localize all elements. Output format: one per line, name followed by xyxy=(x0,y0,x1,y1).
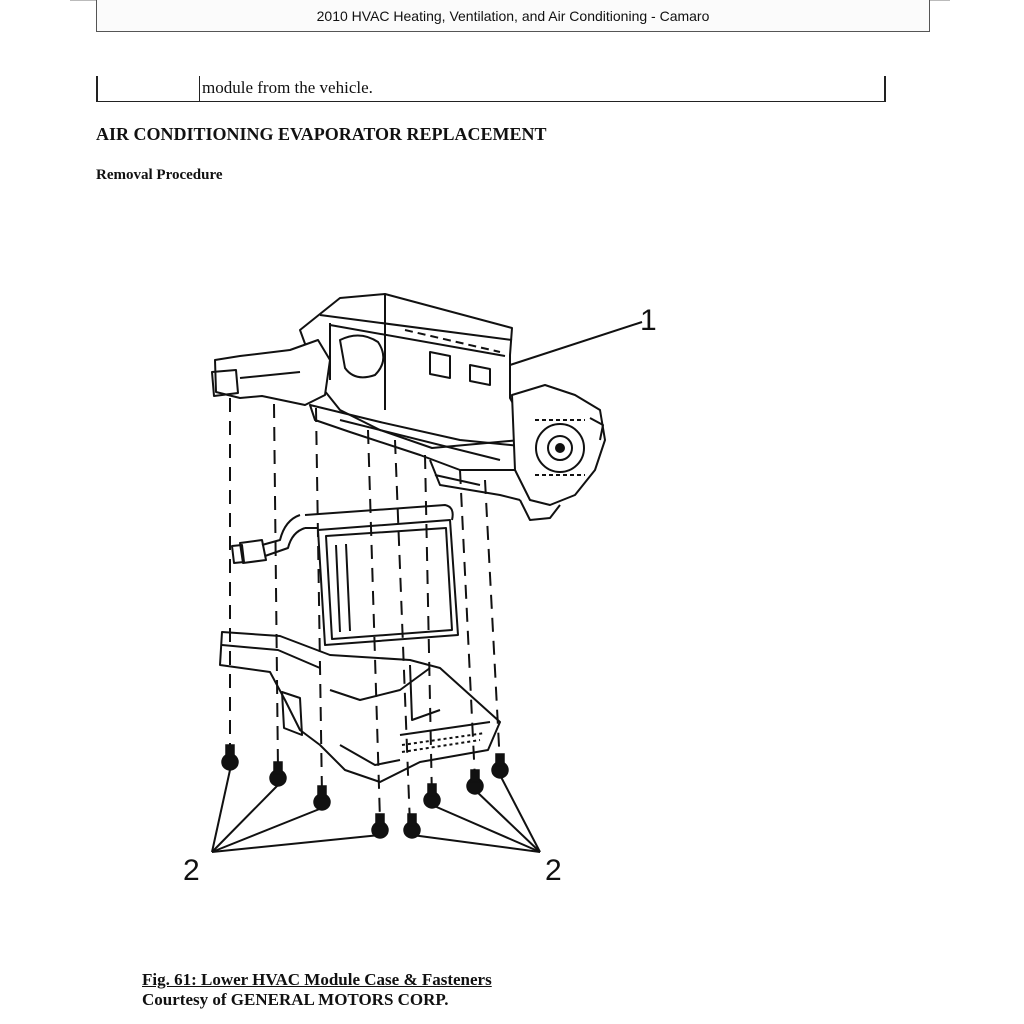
evaporator-core xyxy=(232,505,458,645)
figure-courtesy: Courtesy of GENERAL MOTORS CORP. xyxy=(142,990,449,1009)
fastener-icon xyxy=(372,814,388,838)
fastener-icon xyxy=(314,786,330,810)
callout-2-right: 2 xyxy=(545,854,562,887)
fastener-icon xyxy=(222,745,238,770)
header-title: 2010 HVAC Heating, Ventilation, and Air Conditioning - Camaro xyxy=(316,8,710,24)
fastener-icon xyxy=(492,754,508,778)
figure-caption: Fig. 61: Lower HVAC Module Case & Fasteners xyxy=(142,970,492,989)
subsection-title: Removal Procedure xyxy=(96,167,223,183)
callout-1-leader xyxy=(510,322,642,365)
fastener-icon xyxy=(270,762,286,786)
callout-2-left: 2 xyxy=(183,854,200,887)
fastener-icon xyxy=(404,814,420,838)
callout-2-leaders-left xyxy=(212,770,380,852)
lower-module-case xyxy=(220,632,500,782)
section-title: AIR CONDITIONING EVAPORATOR REPLACEMENT xyxy=(96,124,547,144)
fastener-icon xyxy=(424,784,440,808)
table-cell-text: module from the vehicle. xyxy=(202,78,373,97)
callout-1: 1 xyxy=(640,304,657,337)
fastener-icon xyxy=(467,770,483,794)
upper-module-case xyxy=(212,294,605,520)
